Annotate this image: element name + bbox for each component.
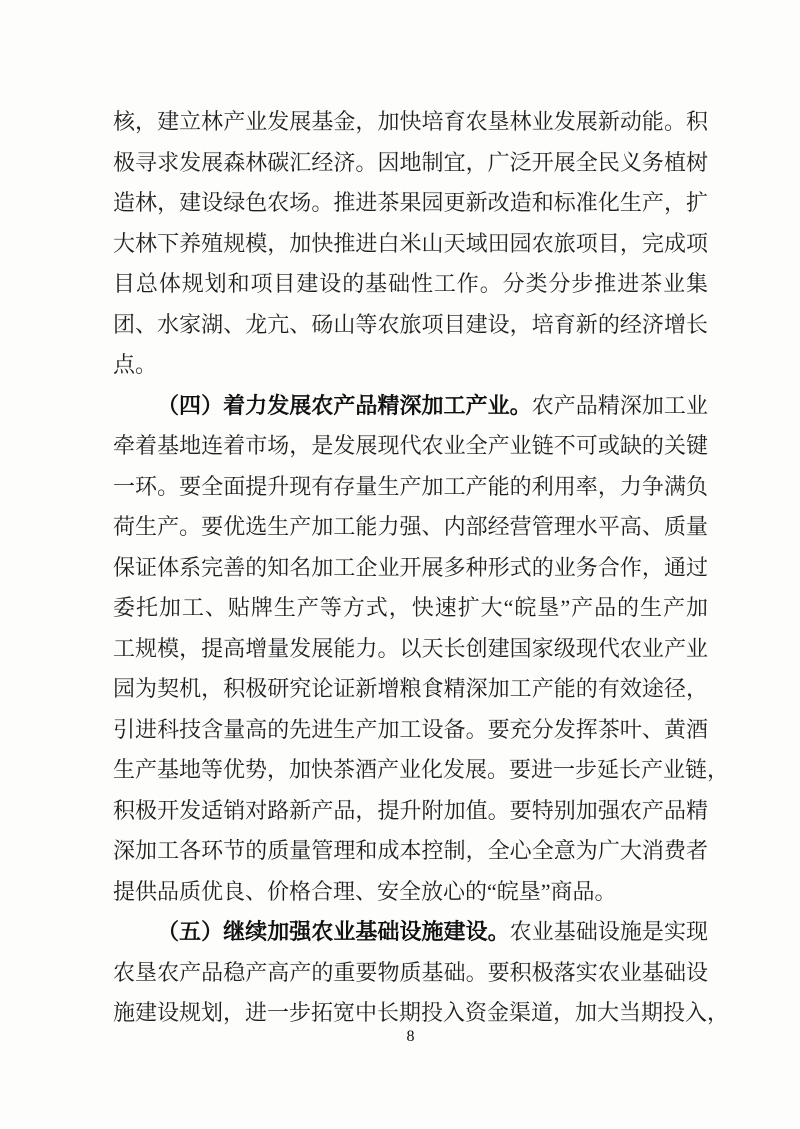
text-line [113,669,708,710]
text-line [113,507,708,548]
body-text: 深加工各环节的质量管理和成本控制，全心全意为广大消费者 [113,838,708,863]
page-number: 8 [406,1028,415,1045]
text-line [113,548,708,589]
body-text: 点。 [113,352,158,377]
text-line [113,831,708,872]
text-line [113,386,708,427]
body-text: 保证体系完善的知名加工企业开展多种形式的业务合作，通过 [113,554,708,580]
body-text: 积极开发适销对路新产品，提升附加值。要特别加强农产品精 [113,797,708,823]
text-line [113,305,708,346]
text-line [113,183,708,224]
body-text: 园为契机，积极研究论证新增粮食精深加工产能的有效途径， [113,676,708,701]
body-text: 目总体规划和项目建设的基础性工作。分类分步推进茶业集 [113,271,708,296]
body-text: 农垦农产品稳产高产的重要物质基础。要积极落实农业基础设 [113,959,708,985]
text-line [113,588,708,629]
body-text: 农业基础设施是实现 [509,919,708,944]
body-text: 施建设规划，进一步拓宽中长期投入资金渠道，加大当期投入， [113,1000,730,1025]
section-heading-text: （四）着力发展农产品精深加工产业。 [157,392,532,418]
body-text: 牵着基地连着市场，是发展现代农业全产业链不可或缺的关键 [113,433,708,458]
body-text: 引进科技含量高的先进生产加工设备。要充分发挥茶叶、黄酒 [113,716,708,742]
section-heading-text: （五）继续加强农业基础设施建设。 [157,919,510,944]
body-text: 委托加工、贴牌生产等方式，快速扩大“皖垦”产品的生产加 [113,595,708,620]
text-line [113,345,708,386]
text-line [113,912,708,953]
text-line [113,791,708,832]
body-text: 核，建立林产业发展基金，加快培育农垦林业发展新动能。积 [113,109,708,134]
body-text: 农产品精深加工业 [531,392,708,418]
body-text: 荷生产。要优选生产加工能力强、内部经营管理水平高、质量 [113,514,708,539]
body-text: 造林，建设绿色农场。推进茶果园更新改造和标准化生产，扩 [113,190,708,215]
text-line [113,264,708,305]
body-text: 大林下养殖规模，加快推进白米山天域田园农旅项目，完成项 [113,230,708,256]
text-line [113,750,730,791]
document-text-block [113,102,730,1034]
body-text: 生产基地等优势，加快茶酒产业化发展。要进一步延长产业链， [113,757,730,782]
text-line [113,426,708,467]
text-line [113,953,708,994]
text-line [113,710,708,751]
text-line [113,143,708,184]
body-text: 极寻求发展森林碳汇经济。因地制宜，广泛开展全民义务植树 [113,149,708,175]
text-line [113,224,708,265]
body-text: 团、水家湖、龙亢、砀山等农旅项目建设，培育新的经济增长 [113,311,708,337]
body-text: 提供品质优良、价格合理、安全放心的“皖垦”商品。 [113,878,617,904]
body-text: 一环。要全面提升现有存量生产加工产能的利用率，力争满负 [113,473,708,499]
text-line [113,467,708,508]
body-text: 工规模，提高增量发展能力。以天长创建国家级现代农业产业 [113,635,708,661]
text-line [113,102,708,143]
text-line [113,872,708,913]
text-line [113,629,708,670]
